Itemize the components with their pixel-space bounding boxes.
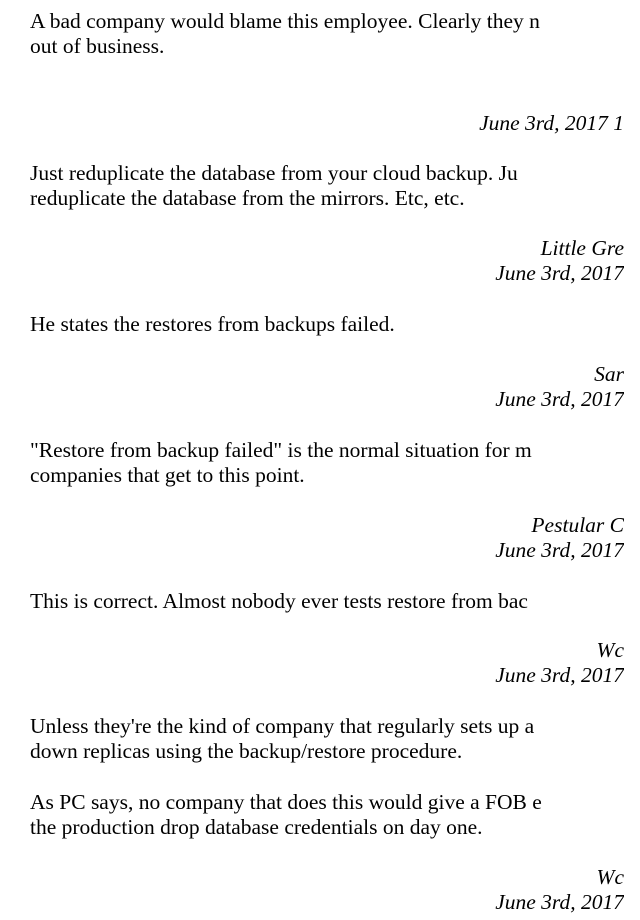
comment-author: Sar — [594, 362, 624, 386]
comment-date: June 3rd, 2017 — [495, 663, 624, 687]
comment-body — [30, 161, 518, 211]
comment-line: He states the restores from backups failed. — [30, 312, 395, 336]
comment-signature — [30, 236, 624, 286]
right-edge-mask — [624, 0, 640, 920]
comment-line: A bad company would blame this employee. Clearly they n — [30, 9, 540, 33]
comment-signature — [30, 513, 624, 563]
comment-signature — [30, 111, 624, 136]
comment-body — [30, 312, 395, 337]
comment-author: Little Gre — [540, 236, 624, 260]
comment-line: "Restore from backup failed" is the normal situation for m — [30, 438, 532, 462]
comment-date: June 3rd, 2017 — [495, 890, 624, 914]
comment-body — [30, 714, 534, 764]
comment-line: Unless they're the kind of company that regularly sets up a — [30, 714, 535, 738]
comment-author: Wc — [596, 865, 624, 889]
comment-date: June 3rd, 2017 — [495, 261, 624, 285]
comment-body — [30, 9, 540, 59]
comment-line: This is correct. Almost nobody ever tests restore from bac — [30, 589, 528, 613]
comment-signature — [30, 638, 624, 688]
comment-body — [30, 438, 532, 488]
comment-line: Just reduplicate the database from your cloud backup. Ju — [30, 161, 518, 185]
comment-line: companies that get to this point. — [30, 463, 305, 487]
comment-signature — [30, 865, 624, 915]
comment-line: out of business. — [30, 34, 165, 58]
comment-line: the production drop database credentials on day one. — [30, 815, 483, 839]
comment-body — [30, 589, 528, 614]
comment-date: June 3rd, 2017 1 — [479, 111, 624, 135]
comment-author: Pestular C — [531, 513, 624, 537]
comment-signature — [30, 362, 624, 412]
comment-line: As PC says, no company that does this would give a FOB e — [30, 790, 542, 814]
comment-body — [30, 790, 542, 840]
comment-author: Wc — [596, 638, 624, 662]
comment-line: reduplicate the database from the mirrors. Etc, etc. — [30, 186, 465, 210]
comment-line: down replicas using the backup/restore procedure. — [30, 739, 463, 763]
comment-date: June 3rd, 2017 — [495, 387, 624, 411]
comment-date: June 3rd, 2017 — [495, 538, 624, 562]
